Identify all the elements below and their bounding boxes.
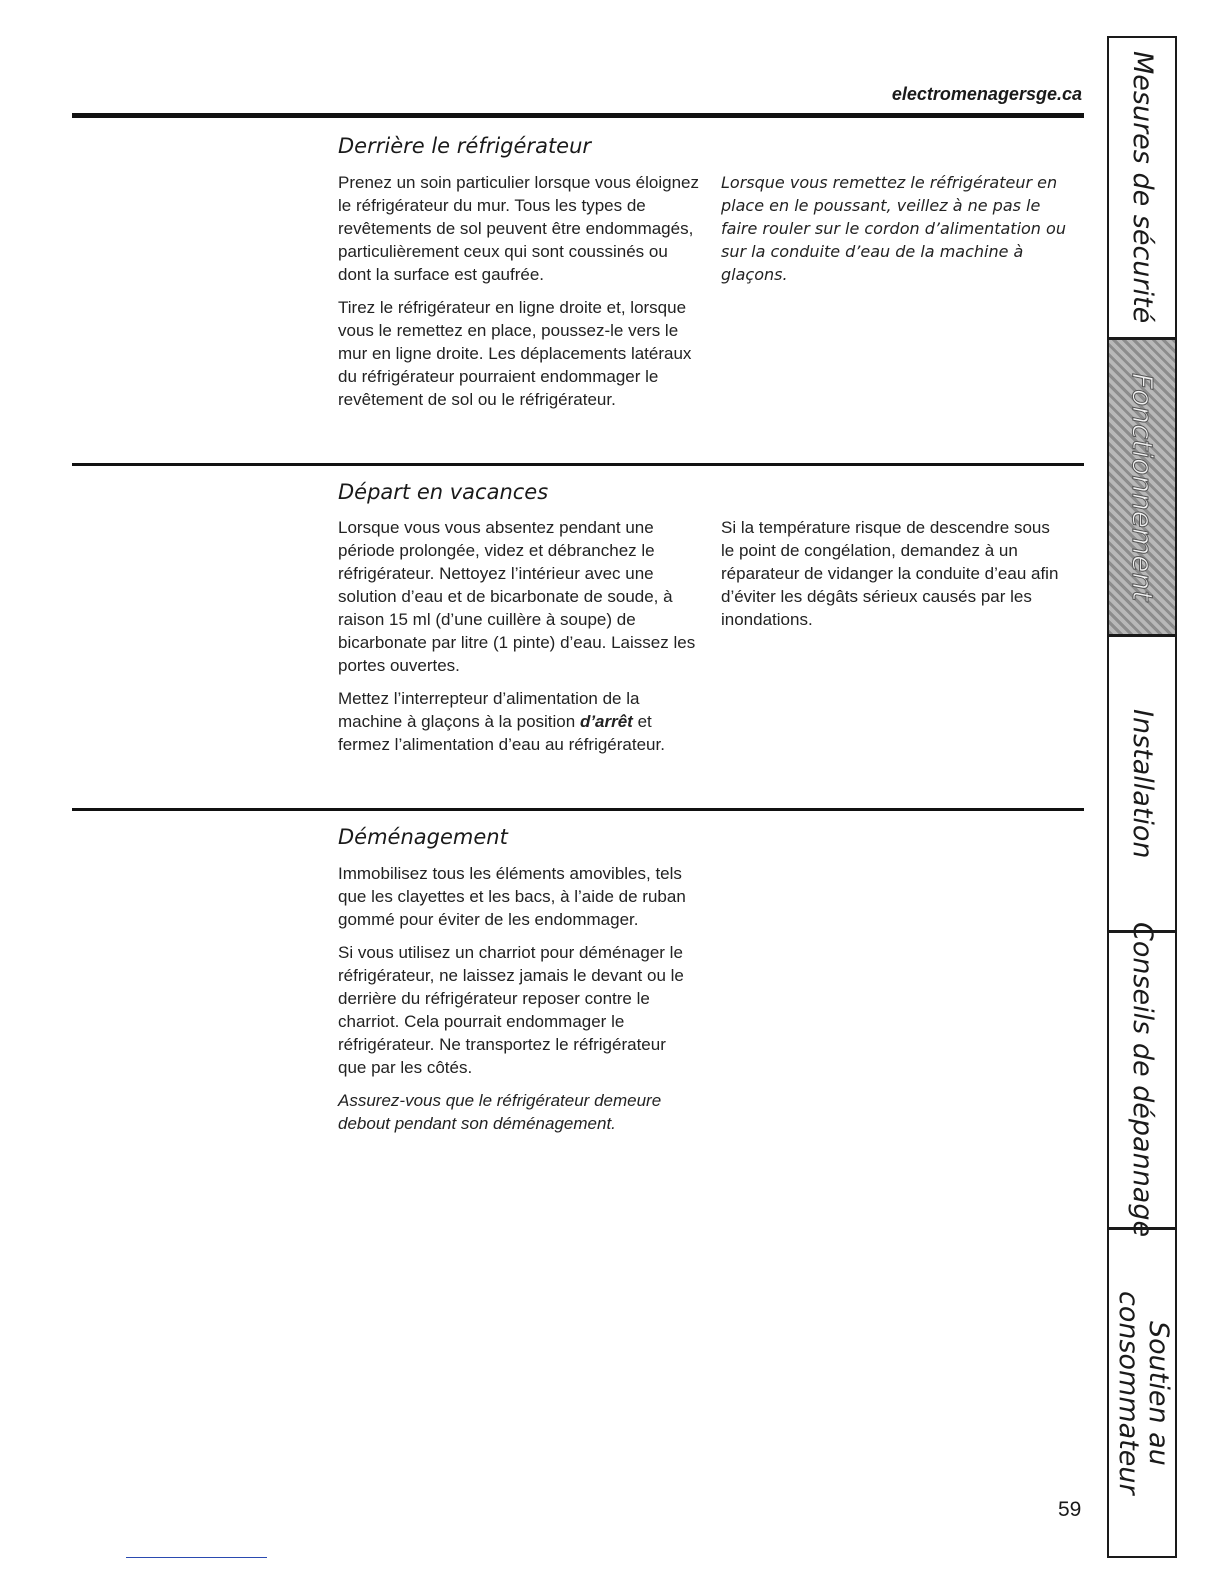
tab-label: Fonctionnement: [1126, 372, 1159, 602]
tab-label: Conseils de dépannage: [1127, 922, 1158, 1238]
text-run: et fermez l’alimentation d’eau au réfrigérateur.: [338, 712, 665, 754]
section-derriere-left-column: [338, 171, 703, 421]
tab-fonctionnement[interactable]: [1109, 340, 1175, 637]
paragraph: Immobilisez tous les éléments amovibles, tels que les clayettes et les bacs, à l’aide de ruban gommé pour éviter de les endommager.: [338, 864, 686, 929]
tab-soutien-au-consommateur[interactable]: [1109, 1230, 1175, 1556]
text-run: Mettez l’interrepteur d’alimentation de la machine à glaçons à la position: [338, 689, 640, 731]
header-rule: [72, 113, 1084, 118]
paragraph: Si vous utilisez un charriot pour déménager le réfrigérateur, ne laissez jamais le devant ou le derrière du réfrigérateur reposer contre le charriot. Cela pourrait endommager le réfrigérateur. Ne transportez le réfrigérateur que par les côtés.: [338, 943, 684, 1077]
tab-label: Installation: [1127, 708, 1158, 859]
paragraph: Prenez un soin particulier lorsque vous éloignez le réfrigérateur du mur. Tous les types de revêtements de sol peuvent être endommagés, particulièrement ceux qui sont coussinés ou dont la surface est gaufrée.: [338, 173, 699, 284]
section-vacances-left-column: [338, 516, 703, 766]
tab-mesures-de-securite[interactable]: [1109, 38, 1175, 340]
paragraph: Tirez le réfrigérateur en ligne droite et, lorsque vous le remettez en place, poussez-le vers le mur en ligne droite. Les déplacements latéraux du réfrigérateur pourraient endommager le revêtement de sol ou le réfrigérateur.: [338, 298, 692, 409]
tab-label: Soutien au consommateur: [1113, 1291, 1174, 1495]
tab-label: Mesures de sécurité: [1127, 51, 1158, 324]
section-vacances-right-column: [721, 516, 1066, 641]
paragraph: Lorsque vous vous absentez pendant une période prolongée, videz et débranchez le réfrigérateur. Nettoyez l’intérieur avec une solution d’eau et de bicarbonate de soude, à raison 15 ml (d’une cuillère à soupe) de bicarbonate par litre (1 pinte) d’eau. Laissez les portes ouvertes.: [338, 518, 696, 675]
italic-paragraph: Assurez-vous que le réfrigérateur demeure debout pendant son déménagement.: [338, 1091, 662, 1133]
tab-installation[interactable]: [1109, 637, 1175, 933]
tab-conseils-de-depannage[interactable]: [1109, 922, 1175, 1238]
section-divider: [72, 808, 1084, 811]
paragraph: [338, 687, 703, 756]
italic-paragraph: Lorsque vous remettez le réfrigérateur en place en le poussant, veillez à ne pas le faire rouler sur le cordon d’alimentation ou sur la conduite d’eau de la machine à glaçons.: [721, 173, 1066, 284]
section-heading-demenagement: Déménagement: [338, 825, 508, 849]
section-demenagement-left-column: [338, 862, 693, 1145]
section-heading-vacances: Départ en vacances: [338, 480, 549, 504]
section-divider: [72, 463, 1084, 466]
page-number: 59: [1058, 1498, 1082, 1521]
off-position-emphasis: d’arrêt: [579, 712, 633, 731]
section-heading-derriere: Derrière le réfrigérateur: [338, 134, 592, 158]
footer-link-underline: [126, 1557, 267, 1558]
paragraph: Si la température risque de descendre sous le point de congélation, demandez à un réparateur de vidanger la conduite d’eau afin d’éviter les dégâts sérieux causés par les inondations.: [721, 518, 1059, 629]
website-url: electromenagersge.ca: [891, 84, 1082, 104]
section-derriere-right-column: [721, 171, 1071, 296]
section-tabs: [1107, 36, 1177, 1558]
